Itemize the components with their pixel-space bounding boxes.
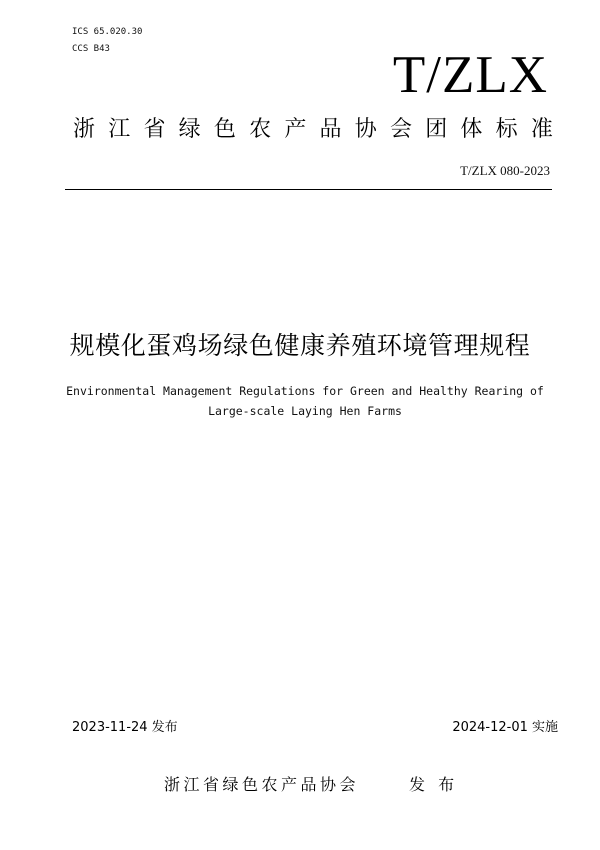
header-char: 农: [249, 117, 272, 142]
header-char: 准: [530, 117, 553, 142]
header-char: 协: [354, 117, 377, 142]
header-char: 标: [495, 117, 518, 142]
publish-label: 发 布: [409, 775, 457, 794]
implementation-date: 2024-12-01 实施: [452, 720, 558, 735]
header-char: 绿: [178, 117, 201, 142]
header-char: 产: [284, 117, 307, 142]
ics-code: ICS 65.020.30: [72, 27, 143, 37]
issue-date: 2023-11-24 发布: [72, 720, 178, 735]
association-standard-header: [73, 115, 553, 145]
header-char: 江: [108, 117, 131, 142]
publisher-name: 浙江省绿色农产品协会: [164, 775, 360, 794]
header-char: 品: [319, 117, 342, 142]
standard-number: T/ZLX 080-2023: [460, 163, 550, 178]
header-char: 色: [213, 117, 236, 142]
header-char: 浙: [73, 117, 96, 142]
title-english-line2: Large-scale Laying Hen Farms: [208, 404, 402, 418]
header-char: 会: [389, 117, 412, 142]
header-char: 团: [425, 117, 448, 142]
title-chinese: 规模化蛋鸡场绿色健康养殖环境管理规程: [69, 331, 531, 360]
ccs-code: CCS B43: [72, 44, 110, 54]
header-divider: [65, 189, 552, 190]
header-char: 体: [460, 117, 483, 142]
standard-code-large: T/ZLX: [392, 46, 548, 104]
header-char: 省: [143, 117, 166, 142]
title-english-line1: Environmental Management Regulations for Green and Healthy Rearing of: [66, 384, 544, 398]
